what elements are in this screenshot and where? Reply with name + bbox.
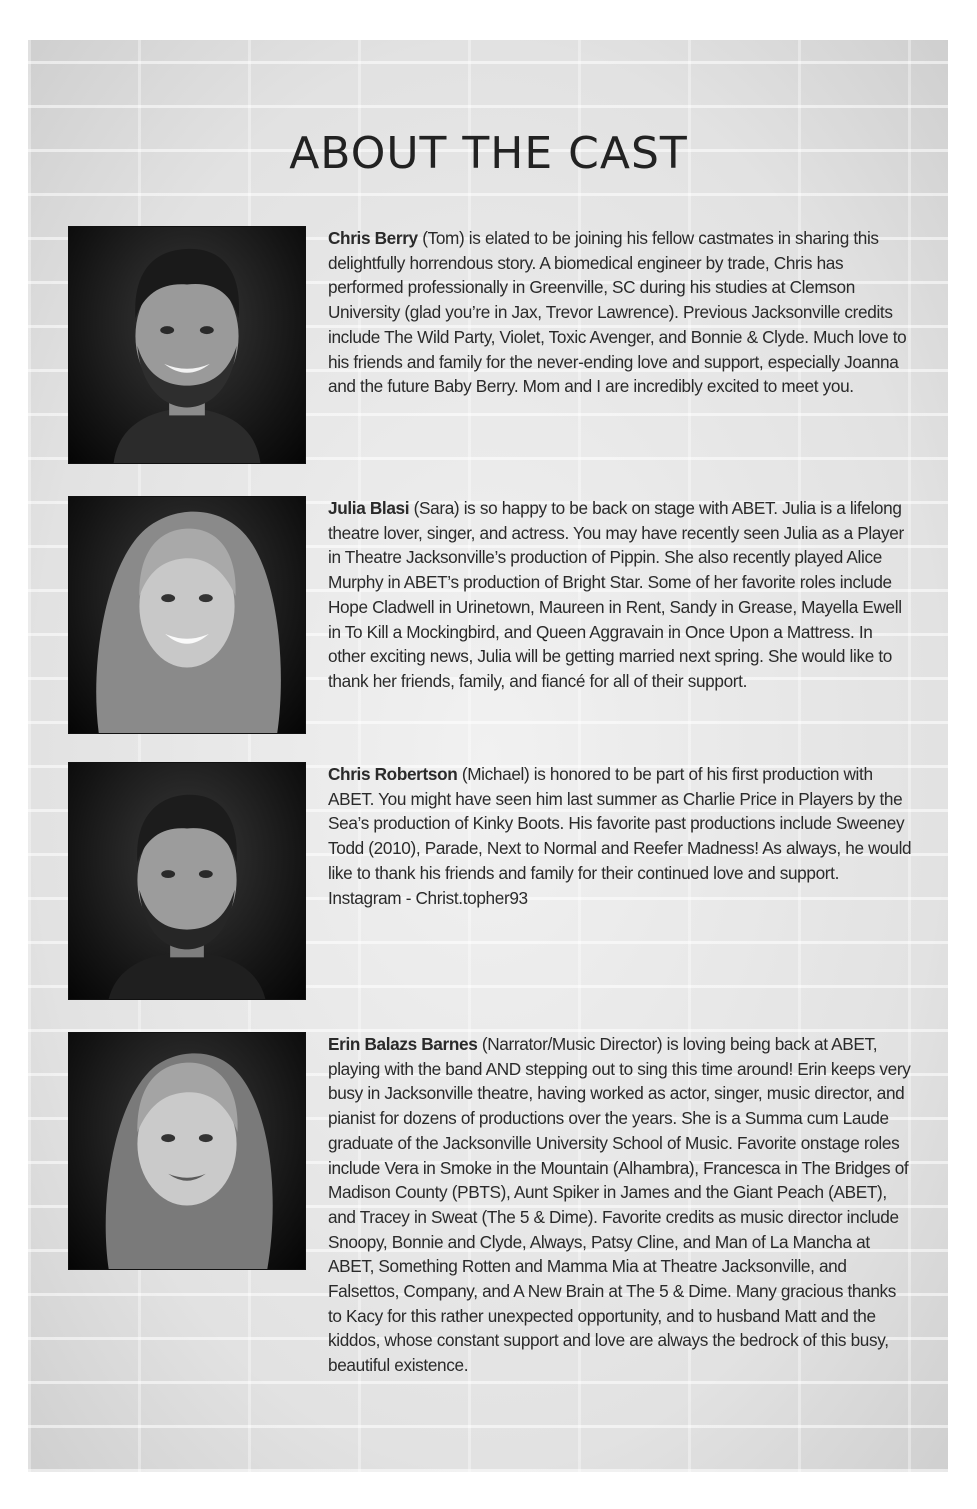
headshot-chris-robertson <box>68 762 306 1000</box>
cast-bio-text: (Sara) is so happy to be back on stage with ABET. Julia is a lifelong theatre lover, singer, and actress. You may have recently seen Julia as a Player in Theatre Jacksonville’s production of Pippin. She also recently played Alice Murphy in ABET’s production of Bright Star. Some of her favorite roles include Hope Cladwell in Urinetown, Maureen in Rent, Sandy in Grease, Mayella Ewell in To Kill a Mockingbird, and Queen Aggravain in Once Upon a Mattress. In other exciting news, Julia will be getting married next spring. She would like to thank her friends, family, and fiancé for all of their support. <box>328 498 904 691</box>
cast-bio-chris-berry <box>328 226 913 399</box>
cast-name: Julia Blasi <box>328 498 410 518</box>
cast-bio-text: (Michael) is honored to be part of his first production with ABET. You might have seen him last summer as Charlie Price in Players by the Sea’s production of Kinky Boots. His favorite past productions include Sweeney Todd (2010), Parade, Next to Normal and Reefer Madness! As always, he would like to thank his friends and family for their continued love and support. Instagram - Christ.topher93 <box>328 764 912 908</box>
cast-bio-julia-blasi <box>328 496 913 694</box>
cast-bio-text: (Narrator/Music Director) is loving being back at ABET, playing with the band AND stepping out to sing this time around! Erin keeps very busy in Jacksonville theatre, having worked as actor, singer, music director, and pianist for dozens of productions over the years. She is a Summa cum Laude graduate of the Jacksonville University School of Music. Favorite onstage roles include Vera in Smoke in the Mountain (Alhambra), Francesca in The Bridges of Madison County (PBTS), Aunt Spiker in James and the Giant Peach (ABET), and Tracey in Sweat (The 5 & Dime). Favorite credits as music director include Snoopy, Bonnie and Clyde, Always, Patsy Cline, and Man of La Mancha at ABET, Something Rotten and Mamma Mia at Theatre Jacksonville, and Falsettos, Company, and A New Brain at The 5 & Dime. Many gracious thanks to Kacy for this rather unexpected opportunity, and to husband Matt and the kiddos, whose constant support and love are always the bedrock of this busy, beautiful existence. <box>328 1034 911 1376</box>
headshot-chris-berry <box>68 226 306 464</box>
cast-name: Chris Robertson <box>328 764 458 784</box>
cast-bio-chris-robertson <box>328 762 913 910</box>
cast-bio-text: (Tom) is elated to be joining his fellow castmates in sharing this delightfully horrendous story. A biomedical engineer by trade, Chris has performed professionally in Greenville, SC during his studies at Clemson University (glad you’re in Jax, Trevor Lawrence). Previous Jacksonville credits include The Wild Party, Violet, Toxic Avenger, and Bonnie & Clyde. Much love to his friends and family for the never-ending love and support, especially Joanna and the future Baby Berry. Mom and I are incredibly excited to meet you. <box>328 228 907 397</box>
headshot-erin-balazs-barnes <box>68 1032 306 1270</box>
cast-bio-erin-balazs-barnes <box>328 1032 913 1378</box>
cast-name: Chris Berry <box>328 228 418 248</box>
page-title: ABOUT THE CAST <box>289 128 688 179</box>
headshot-julia-blasi <box>68 496 306 734</box>
cast-name: Erin Balazs Barnes <box>328 1034 478 1054</box>
